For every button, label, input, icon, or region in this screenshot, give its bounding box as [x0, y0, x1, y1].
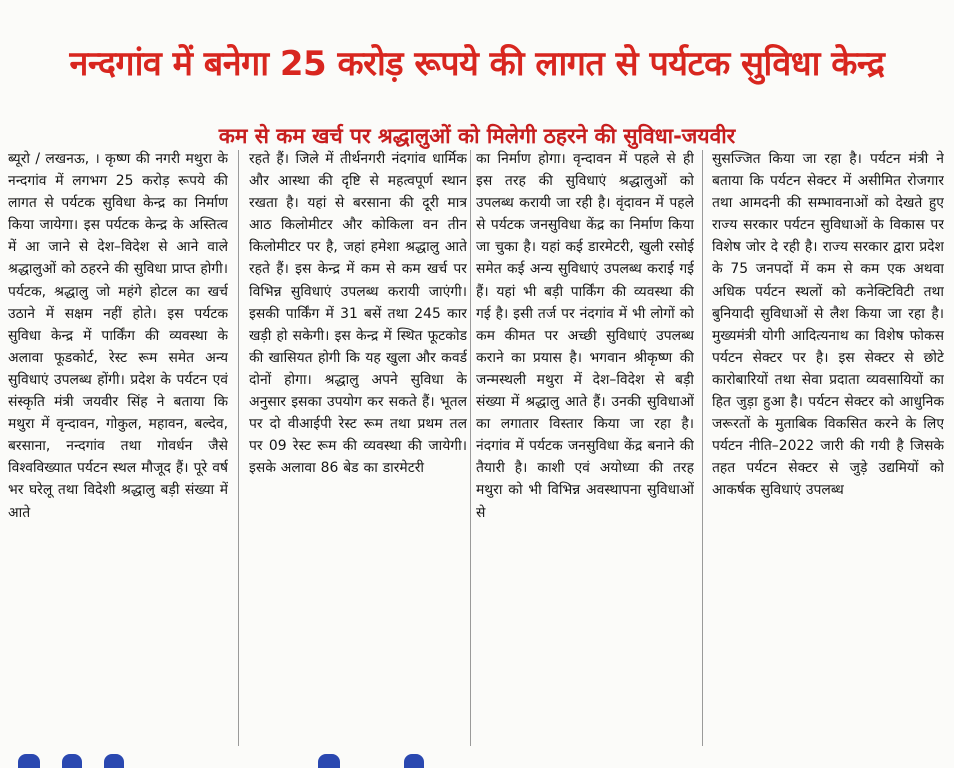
column-3-text: का निर्माण होगा। वृन्दावन में पहले से ही इस तरह की सुविधाएं श्रद्धालुओं को उपलब्ध करायी जा रही है। वृंदावन में पहले से पर्यटक जनसुविधा केंद्र का निर्माण किया जा चुका है। यहां कई डारमेटरी, खुली रसोई समेत कई अन्य सुविधाएं उपलब्ध कराई गई हैं। यहां भी बड़ी पार्किंग की व्यवस्था की गई है। इसी तर्ज पर नंदगांव में भी लोगों को कम कीमत पर अच्छी सुविधाएं उपलब्ध कराने का प्रयास है। भगवान श्रीकृष्ण की जन्मस्थली मथुरा में देश–विदेश से बड़ी संख्या में श्रद्धालु आते हैं। उनकी सुविधाओं का लगातार विस्तार किया जा रहा है। नंदगांव में पर्यटक जनसुविधा केंद्र बनाने की तैयारी है। काशी एवं अयोध्या की तरह मथुरा को भी विभिन्न अवस्थापना सुविधाओं से	[476, 151, 694, 521]
clipped-glyph	[318, 754, 340, 768]
clipped-glyph	[18, 754, 40, 768]
column-divider	[702, 150, 703, 746]
clipped-next-headline	[0, 748, 954, 768]
article-subheadline: कम से कम खर्च पर श्रद्धालुओं को मिलेगी ठहरने की सुविधा-जयवीर	[218, 124, 736, 149]
column-1-text: ब्यूरो / लखनऊ, । कृष्ण की नगरी मथुरा के नन्दगांव में लगभग 25 करोड़ रूपये की लागत से पर्यटक सुविधा केन्द्र का निर्माण किया जायेगा। इस पर्यटक केन्द्र के अस्तित्व में आ जाने से देश–विदेश से आने वाले श्रद्धालुओं को ठहरने की सुविधा प्राप्त होगी। पर्यटक, श्रद्धालु जो महंगे होटल का खर्च उठाने में सक्षम नहीं होते। इस पर्यटक सुविधा केन्द्र में पार्किंग की व्यवस्था के अलावा फूडकोर्ट, रेस्ट रूम समेत अन्य सुविधाएं उपलब्ध होंगी। प्रदेश के पर्यटन एवं संस्कृति मंत्री जयवीर सिंह ने बताया कि मथुरा में वृन्दावन, गोकुल, महावन, बल्देव, बरसाना, नन्दगांव तथा गोवर्धन जैसे विश्वविख्यात पर्यटन स्थल मौजूद हैं। पूरे वर्ष भर घरेलू तथा विदेशी श्रद्धालु बड़ी संख्या में आते	[8, 151, 228, 521]
column-2-text: रहते हैं। जिले में तीर्थनगरी नंदगांव धार्मिक और आस्था की दृष्टि से महत्वपूर्ण स्थान रखता है। यहां से बरसाना की दूरी मात्र आठ किलोमीटर और कोकिला वन तीन किलोमीटर पर है, जहां हमेशा श्रद्धालु आते रहते हैं। इस केन्द्र में कम से कम खर्च पर विभिन्न सुविधाएं उपलब्ध करायी जाएंगी। इसकी पार्किंग में 31 बसें तथा 245 कार खड़ी हो सकेगी। इस केन्द्र में स्थित फूटकोड की खासियत होगी कि यह खुला और कवर्ड दोनों होगा। श्रद्धालु अपने सुविधा के अनुसार इसका उपयोग कर सकते हैं। भूतल पर दो वीआईपी रेस्ट रूम तथा प्रथम तल पर 09 रेस्ट रूम की व्यवस्था की जायेगी। इसके अलावा 86 बेड का डारमेटरी	[249, 151, 467, 477]
clipped-glyph	[104, 754, 124, 768]
article-column-4	[712, 148, 944, 748]
clipped-glyph	[62, 754, 82, 768]
article-column-3	[476, 148, 694, 748]
article-column-2	[249, 148, 467, 748]
column-divider	[470, 150, 471, 746]
clipped-glyph	[404, 754, 424, 768]
article-column-1	[8, 148, 228, 748]
column-divider	[238, 150, 239, 746]
column-4-text: सुसज्जित किया जा रहा है। पर्यटन मंत्री ने बताया कि पर्यटन सेक्टर में असीमित रोजगार तथा आमदनी की सम्भावनाओं को देखते हुए राज्य सरकार पर्यटन सुविधाओं के विकास पर विशेष जोर दे रही है। राज्य सरकार द्वारा प्रदेश के 75 जनपदों में कम से कम एक अथवा अधिक पर्यटन स्थलों को कनेक्टिविटी तथा बुनियादी सुविधाओं से लैश किया जा रहा है। मुख्यमंत्री योगी आदित्यनाथ का विशेष फोकस पर्यटन सेक्टर पर है। इस सेक्टर से छोटे कारोबारियों तथा सेवा प्रदाता व्यवसायियों का हित जुड़ा हुआ है। पर्यटन सेक्टर को आधुनिक जरूरतों के मुताबिक विकसित करने के लिए पर्यटन नीति–2022 जारी की गयी है जिसके तहत पर्यटन सेक्टर से जुड़े उद्यमियों को आकर्षक सुविधाएं उपलब्ध	[712, 151, 944, 499]
article-headline: नन्दगांव में बनेगा 25 करोड़ रूपये की लागत से पर्यटक सुविधा केन्द्र	[69, 43, 885, 84]
